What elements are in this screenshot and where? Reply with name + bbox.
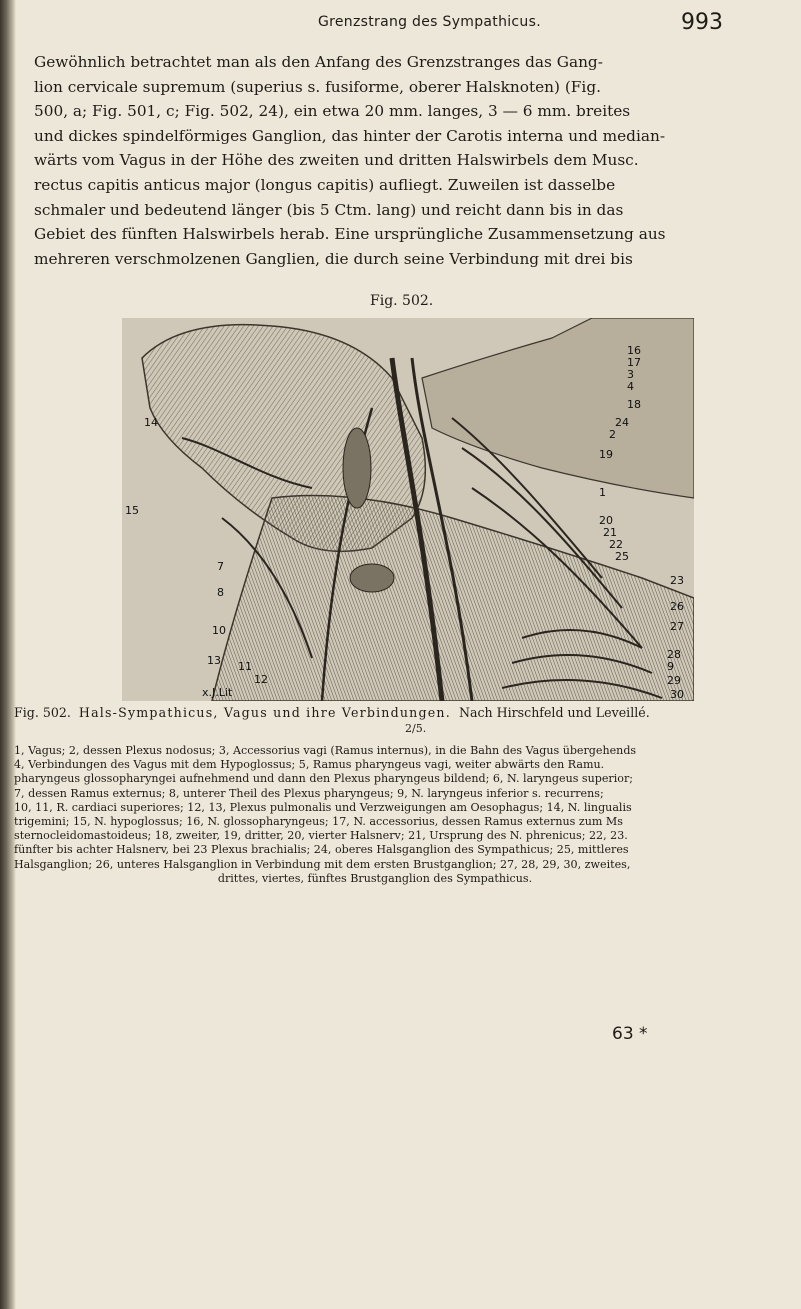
body-paragraph [34, 50, 754, 271]
callout-label: 16 [627, 344, 641, 357]
callout-label: 17 [627, 356, 641, 369]
figure-scale: 2/5. [405, 722, 427, 735]
callout-label: 23 [670, 574, 684, 587]
callout-label: 9 [667, 660, 674, 673]
neck-dissection-engraving [122, 318, 694, 701]
callout-label: 3 [627, 368, 634, 381]
printer-signature: 63 * [612, 1024, 648, 1044]
body-line: Gewöhnlich betrachtet man als den Anfang des Grenzstranges das Gang- [34, 53, 603, 71]
caption-prefix: Fig. 502. [14, 705, 71, 720]
figure-legend [14, 744, 796, 886]
figure-caption [14, 705, 784, 720]
callout-label: 18 [627, 398, 641, 411]
engraver-signature: x.J.Lit [202, 686, 233, 699]
callout-label: 10 [212, 624, 226, 637]
body-line: rectus capitis anticus major (longus capitis) aufliegt. Zuweilen ist dasselbe [34, 175, 616, 194]
callout-label: 1 [599, 486, 606, 499]
callout-label: 25 [615, 550, 629, 563]
legend-line: pharyngeus glossopharyngei aufnehmend und dann den Plexus pharyngeus bildend; 6, N. laryngeus superior; [14, 772, 634, 786]
callout-label: 7 [217, 560, 224, 573]
body-line: 500, a; Fig. 501, c; Fig. 502, 24), ein etwa 20 mm. langes, 3 — 6 mm. breites [34, 102, 631, 121]
body-line: mehreren verschmolzenen Ganglien, die durch seine Verbindung mit drei bis [34, 249, 633, 268]
page-binding-edge [0, 0, 16, 1309]
callout-label: 13 [207, 654, 221, 667]
callout-label: 11 [238, 660, 252, 673]
figure-label: Fig. 502. [370, 293, 434, 309]
body-line: und dickes spindelförmiges Ganglion, das hinter der Carotis interna und median- [34, 126, 666, 145]
callout-label: 4 [627, 380, 634, 393]
callout-label: 29 [667, 674, 681, 687]
legend-line: Halsganglion; 26, unteres Halsganglion in Verbindung mit dem ersten Brustganglion; 27, 28, 29, 30, zweites, [14, 857, 631, 871]
callout-label: 27 [670, 620, 684, 633]
callout-label: 30 [670, 688, 684, 701]
legend-line: 4, Verbindungen des Vagus mit dem Hypoglossus; 5, Ramus pharyngeus vagi, weiter abwärts den Ramu. [14, 758, 605, 772]
callout-label: 12 [254, 673, 268, 686]
callout-label: 2 [609, 428, 616, 441]
callout-label: 26 [670, 600, 684, 613]
anatomical-illustration [122, 318, 694, 701]
legend-line: drittes, viertes, fünftes Brustganglion des Sympathicus. [217, 871, 533, 885]
legend-line: sternocleidomastoideus; 18, zweiter, 19, dritter, 20, vierter Halsnerv; 21, Ursprung des N. phrenicus; 22, 23. [14, 829, 628, 843]
callout-label: 14 [144, 416, 158, 429]
body-line: Gebiet des fünften Halswirbels herab. Eine ursprüngliche Zusammensetzung aus [34, 225, 666, 244]
caption-source: Nach Hirschfeld und Leveillé. [458, 705, 650, 720]
running-title: Grenzstrang des Sympathicus. [318, 14, 541, 30]
legend-line: fünfter bis achter Halsnerv, bei 23 Plexus brachialis; 24, oberes Halsganglion des Sympathicus; 25, mittleres [14, 843, 629, 857]
callout-label: 28 [667, 648, 681, 661]
callout-label: 21 [603, 526, 617, 539]
page-header [0, 10, 801, 46]
legend-line: 1, Vagus; 2, dessen Plexus nodosus; 3, Accessorius vagi (Ramus internus), in die Bahn des Vagus übergehends [14, 744, 637, 757]
callout-label: 22 [609, 538, 623, 551]
callout-label: 20 [599, 514, 613, 527]
body-line: wärts vom Vagus in der Höhe des zweiten und dritten Halswirbels dem Musc. [34, 151, 639, 170]
page-number: 993 [681, 10, 723, 35]
callout-label: 24 [615, 416, 629, 429]
callout-label: 15 [125, 504, 139, 517]
legend-line: trigemini; 15, N. hypoglossus; 16, N. glossopharyngeus; 17, N. accessorius, dessen Ramus externus zum Ms [14, 815, 623, 829]
caption-title: Hals-Sympathicus, Vagus und ihre Verbindungen. [78, 705, 451, 720]
body-line: schmaler und bedeutend länger (bis 5 Ctm. lang) und reicht dann bis in das [34, 200, 624, 219]
legend-line: 7, dessen Ramus externus; 8, unterer Theil des Plexus pharyngeus; 9, N. laryngeus inferior s. recurrens; [14, 786, 604, 800]
legend-line: 10, 11, R. cardiaci superiores; 12, 13, Plexus pulmonalis und Verzweigungen am Oesophagus; 14, N. lingualis [14, 800, 632, 814]
body-line: lion cervicale supremum (superius s. fusiforme, oberer Halsknoten) (Fig. [34, 77, 601, 96]
callout-label: 8 [217, 586, 224, 599]
callout-label: 19 [599, 448, 613, 461]
